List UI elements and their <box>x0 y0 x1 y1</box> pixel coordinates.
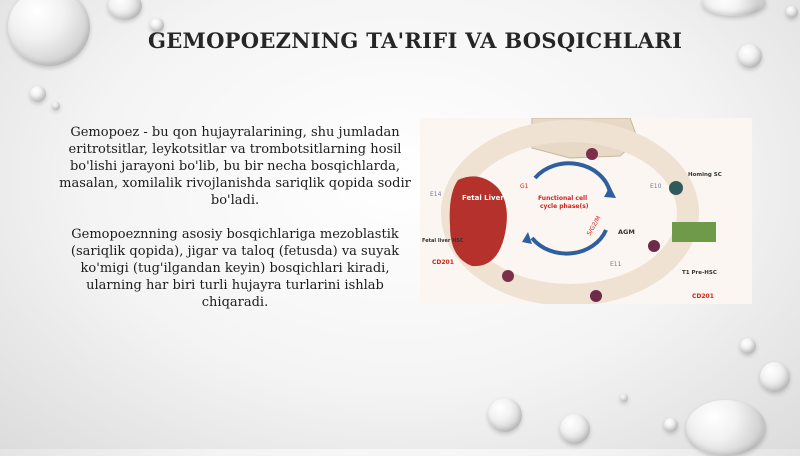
paragraph-definition: Gemopoez - bu qon hujayralarining, shu jumladan eritrotsitlar, leykotsitlar va trombotsitlarning hosil bo'lishi jarayoni bo'lib, bu bir necha bosqichlarda, masalan, xomilalik rivojlanishda sariqlik qopida sodir bo'ladi. <box>59 125 411 208</box>
t1-pre-hsc-label: T1 Pre-HSC <box>682 270 717 276</box>
water-drop-decoration <box>664 418 678 432</box>
water-drop-decoration <box>686 400 766 456</box>
fetal-liver-organ <box>450 176 507 266</box>
slide-body <box>55 124 415 328</box>
water-drop-decoration <box>488 398 522 432</box>
water-drop-decoration <box>108 0 142 20</box>
cycle-arrow-top <box>535 163 610 192</box>
water-drop-decoration <box>52 102 60 110</box>
center-text-line1: Functional cell <box>538 195 588 202</box>
cell-pre-hsc <box>590 290 602 302</box>
cd201-marker: CD201 <box>432 259 454 266</box>
signaling-box <box>672 222 716 242</box>
hematopoiesis-diagram <box>420 118 752 304</box>
water-drop-decoration <box>786 6 798 18</box>
water-drop-decoration <box>8 0 90 66</box>
homing-sc-label: Homing SC <box>688 172 722 178</box>
paragraph-stages: Gemopoeznning asosiy bosqichlariga mezoblastik (sariqlik qopida), jigar va taloq (fetusda) va suyak ko'migi (tug'ilgandan keyin) bosqichlari kiradi, ularning har biri turli hujayra turlarini ishlab chiqaradi. <box>70 227 400 310</box>
cell-bone-marrow <box>586 148 598 160</box>
cd201-hi-marker: CD201 <box>692 293 714 300</box>
cell-homing <box>669 181 683 195</box>
fetal-liver-label: Fetal Liver <box>462 194 504 202</box>
cycle-arrow-bottom <box>532 230 606 254</box>
slide-title: GEMOPOEZNING TA'RIFI VA BOSQICHLARI <box>148 28 683 53</box>
water-drop-decoration <box>30 86 46 102</box>
water-drop-decoration <box>702 0 766 16</box>
water-drop-decoration <box>620 394 628 402</box>
fetal-liver-hsc-label: Fetal liver HSC <box>422 238 464 244</box>
cycle-arrowhead-top <box>604 186 616 198</box>
agm-label: AGM <box>618 228 635 236</box>
e10-label: E10 <box>650 183 662 190</box>
s-g2m-label: S/G2/M <box>585 214 603 237</box>
hematopoiesis-diagram-svg <box>420 118 752 304</box>
center-text-line2: cycle phase(s) <box>540 203 589 210</box>
cycle-arrowhead-bottom <box>522 232 532 244</box>
e11-label: E11 <box>610 261 622 268</box>
g1-label: G1 <box>520 183 529 190</box>
water-drop-decoration <box>760 362 790 392</box>
cell-fetal-liver <box>502 270 514 282</box>
bone-marrow-label: Bone Marrow <box>550 126 599 134</box>
e14-label: E14 <box>430 191 442 198</box>
water-drop-decoration <box>740 338 756 354</box>
cell-agm <box>648 240 660 252</box>
water-drop-decoration <box>560 414 590 444</box>
